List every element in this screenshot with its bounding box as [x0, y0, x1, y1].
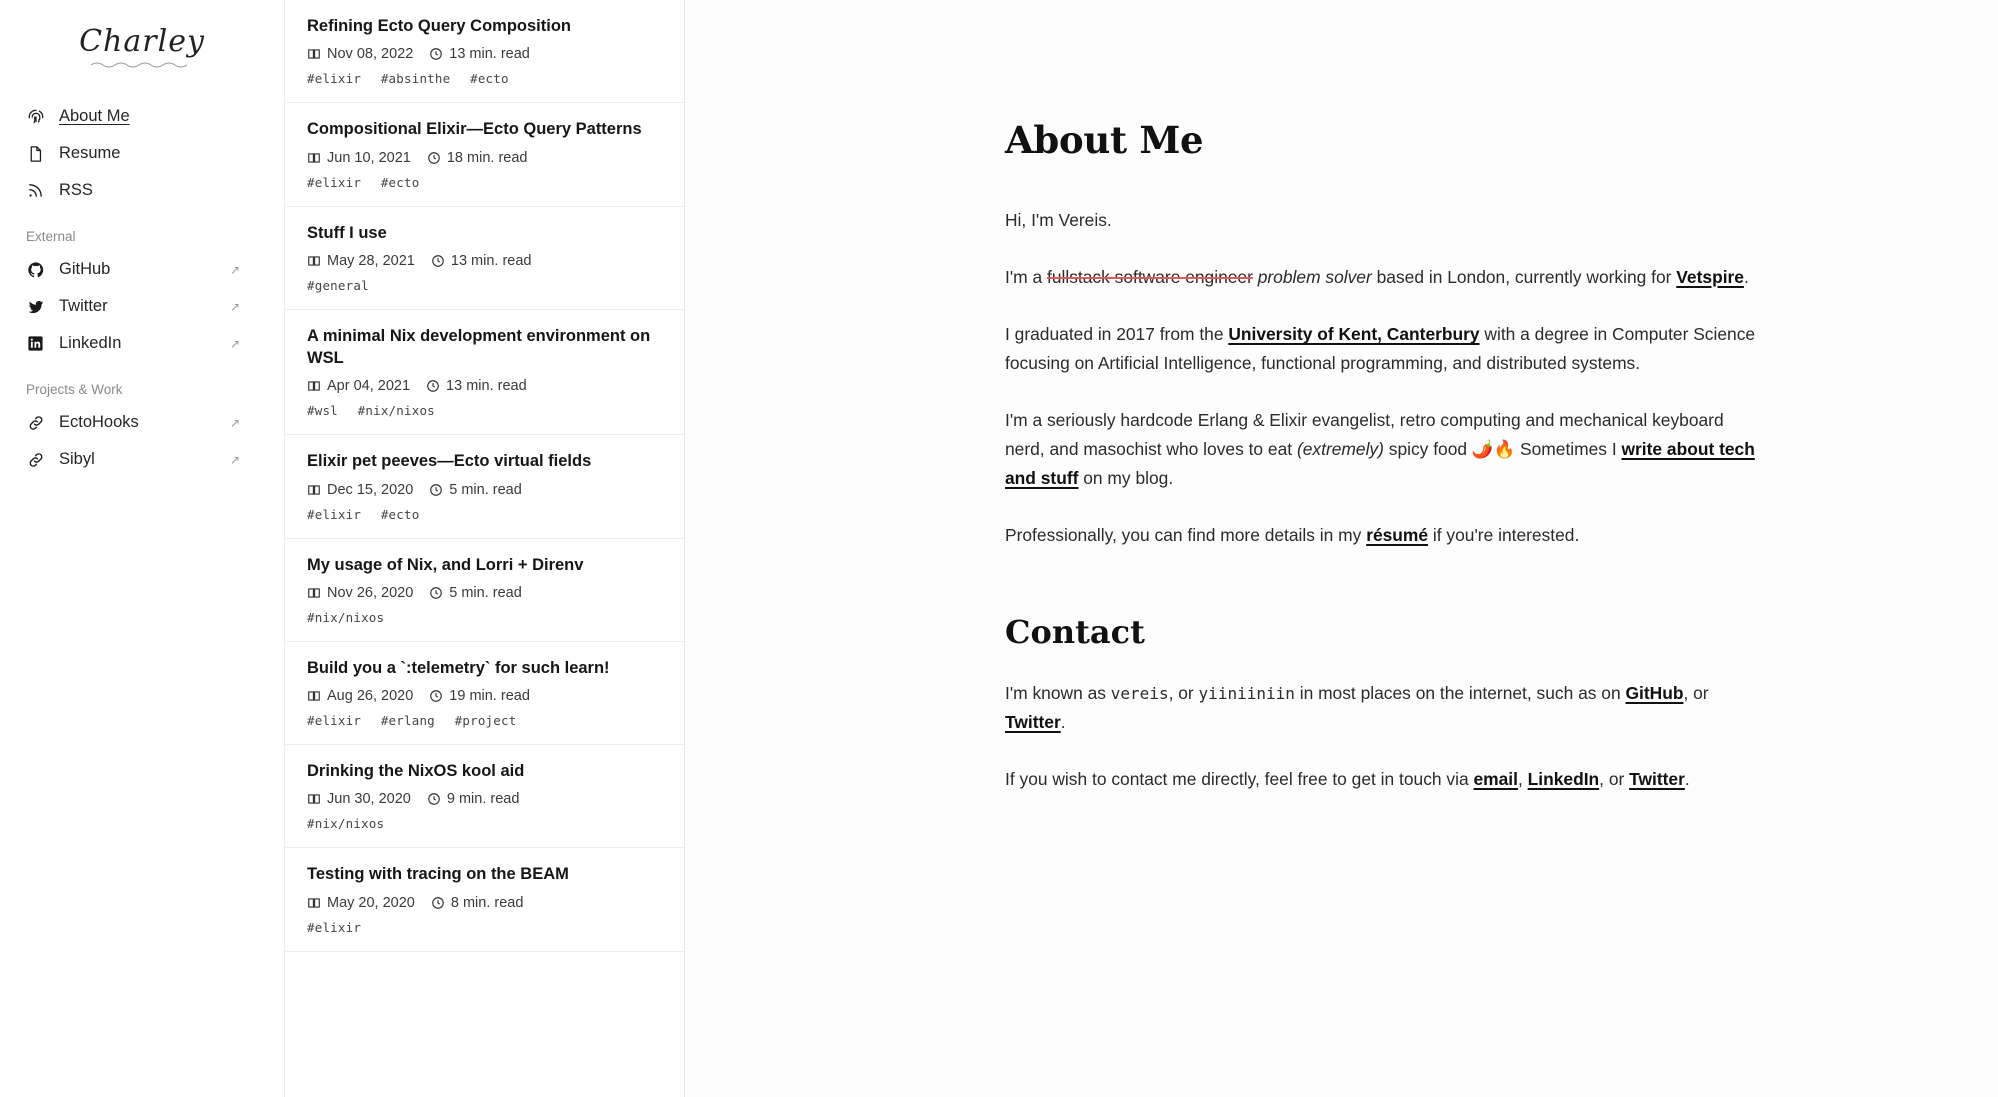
resume-paragraph	[1005, 521, 1765, 550]
post-tag[interactable]: #absinthe	[380, 71, 451, 87]
clock-icon	[429, 586, 443, 600]
post-date: Jun 30, 2020	[327, 791, 411, 808]
post-title: A minimal Nix development environment on WSL	[307, 326, 651, 368]
fingerprint-icon	[26, 107, 45, 126]
interests-paragraph	[1005, 406, 1765, 493]
calendar-icon	[307, 379, 321, 393]
clock-icon	[429, 689, 443, 703]
sidebar-section-external: External	[26, 229, 76, 244]
post-date: Dec 15, 2020	[327, 481, 414, 498]
clock-icon	[431, 896, 445, 910]
education-paragraph	[1005, 320, 1765, 378]
sidebar	[0, 0, 285, 1097]
text-fragment: I'm a	[1005, 267, 1047, 288]
sidebar-item-label: Twitter	[59, 297, 108, 315]
post-meta	[307, 482, 662, 498]
sidebar-item-label: EctoHooks	[59, 413, 139, 431]
emphasis-text: (extremely)	[1296, 439, 1384, 460]
calendar-icon	[307, 254, 321, 268]
twitter-icon	[26, 297, 45, 316]
text-fragment: I'm known as	[1005, 682, 1111, 703]
post-meta	[307, 791, 662, 807]
post-meta	[307, 895, 662, 911]
sidebar-item-linkedin[interactable]	[0, 325, 284, 362]
clock-icon	[427, 151, 441, 165]
post-tag[interactable]: #project	[454, 713, 517, 729]
post-date: May 20, 2020	[327, 894, 415, 911]
list-item[interactable]	[285, 848, 684, 951]
post-read-time: 9 min. read	[446, 791, 520, 808]
text-fragment: if you're interested.	[1428, 525, 1580, 546]
post-date: Aug 26, 2020	[327, 688, 414, 705]
external-link-arrow-icon: ↗	[229, 262, 240, 277]
text-fragment: .	[1743, 267, 1749, 288]
post-tag[interactable]: #ecto	[470, 71, 509, 87]
post-title: Testing with tracing on the BEAM	[307, 865, 569, 884]
post-tag[interactable]: #nix/nixos	[307, 609, 385, 625]
calendar-icon	[307, 483, 321, 497]
role-text: problem solver	[1252, 267, 1372, 288]
list-item[interactable]	[285, 103, 684, 206]
post-title: Stuff I use	[307, 223, 387, 242]
post-title: Refining Ecto Query Composition	[307, 17, 572, 35]
post-date: Nov 26, 2020	[327, 584, 414, 601]
sidebar-item-twitter[interactable]	[0, 288, 284, 325]
text-fragment: I graduated in 2017 from the	[1005, 324, 1229, 345]
clock-icon	[426, 379, 440, 393]
link-icon	[26, 413, 45, 432]
github-icon	[26, 260, 45, 279]
clock-icon	[427, 792, 441, 806]
external-link-arrow-icon: ↗	[229, 299, 240, 314]
text-fragment: ,	[1517, 768, 1528, 789]
sidebar-item-sibyl[interactable]	[0, 441, 284, 478]
list-item[interactable]	[285, 435, 684, 538]
sidebar-item-label: About Me	[59, 107, 130, 125]
list-item[interactable]	[285, 539, 684, 642]
text-fragment: with a degree in Computer Science focusing on Artificial Intelligence, functional programming, and distributed systems.	[1005, 324, 1756, 374]
post-date: Jun 10, 2021	[327, 149, 411, 166]
page-title: About Me	[1005, 118, 1204, 162]
struck-role-text: fullstack software engineer	[1046, 267, 1253, 288]
twitter-link[interactable]: Twitter	[1005, 711, 1061, 732]
intro-paragraph	[1005, 206, 1765, 235]
post-meta	[307, 46, 662, 62]
site-logo[interactable]	[0, 0, 284, 86]
calendar-icon	[307, 896, 321, 910]
clock-icon	[429, 483, 443, 497]
document-icon	[26, 144, 45, 163]
text-fragment: .	[1684, 768, 1690, 789]
post-meta	[307, 378, 662, 394]
list-item[interactable]	[285, 207, 684, 310]
post-read-time: 19 min. read	[449, 688, 530, 705]
clock-icon	[429, 47, 443, 61]
post-tags	[307, 278, 662, 293]
post-tag[interactable]: #general	[307, 277, 369, 293]
clock-icon	[431, 254, 445, 268]
text-fragment: in most places on the internet, such as on	[1294, 682, 1626, 703]
calendar-icon	[307, 151, 321, 165]
post-list[interactable]	[285, 0, 685, 1097]
post-tag[interactable]: #elixir	[307, 71, 362, 87]
post-meta	[307, 253, 662, 269]
handle-yiiniiniin: yiiniiniin	[1198, 683, 1295, 703]
linkedin-icon	[26, 334, 45, 353]
post-tags	[307, 175, 662, 190]
text-fragment: If you wish to contact me directly, feel free to get in touch via	[1005, 768, 1474, 789]
text-fragment: Professionally, you can find more details in my	[1005, 525, 1367, 546]
post-meta	[307, 150, 662, 166]
post-date: Nov 08, 2022	[327, 46, 414, 63]
sidebar-item-label: GitHub	[59, 260, 111, 278]
post-tag[interactable]: #elixir	[307, 174, 362, 190]
external-link-arrow-icon: ↗	[229, 452, 240, 467]
email-link[interactable]: email	[1473, 768, 1518, 789]
sidebar-item-ectohooks[interactable]	[0, 404, 284, 441]
sidebar-item-github[interactable]	[0, 251, 284, 288]
text-fragment: , or	[1168, 682, 1199, 703]
contact-paragraph	[1005, 765, 1765, 794]
text-fragment: .	[1060, 711, 1066, 732]
post-tags	[307, 610, 662, 625]
post-tag[interactable]: #elixir	[307, 919, 362, 935]
post-tag[interactable]: #erlang	[380, 713, 435, 729]
squiggle-underline-icon	[91, 61, 187, 69]
post-read-time: 5 min. read	[449, 584, 522, 601]
handles-paragraph	[1005, 679, 1765, 737]
post-date: Apr 04, 2021	[327, 378, 411, 395]
university-link[interactable]: University of Kent, Canterbury	[1228, 324, 1480, 345]
calendar-icon	[307, 689, 321, 703]
rss-icon	[26, 181, 45, 200]
list-item[interactable]	[285, 0, 684, 103]
external-link-arrow-icon: ↗	[229, 336, 240, 351]
list-item[interactable]	[285, 310, 684, 436]
post-title: Elixir pet peeves—Ecto virtual fields	[307, 452, 592, 471]
calendar-icon	[307, 47, 321, 61]
sidebar-item-about-me[interactable]	[0, 98, 284, 135]
post-read-time: 13 min. read	[446, 378, 527, 395]
post-tags	[307, 71, 662, 86]
sidebar-item-label: RSS	[59, 181, 93, 199]
vetspire-link[interactable]: Vetspire	[1676, 267, 1744, 288]
post-meta	[307, 688, 662, 704]
primary-nav	[0, 86, 284, 478]
post-title: My usage of Nix, and Lorri + Direnv	[307, 555, 584, 574]
contact-heading: Contact	[1005, 612, 1145, 651]
text-fragment: spicy food 🌶️🔥 Sometimes I	[1383, 439, 1622, 460]
linkedin-link[interactable]: LinkedIn	[1527, 768, 1600, 789]
intro-text: Hi, I'm Vereis.	[1005, 210, 1112, 230]
post-date: May 28, 2021	[327, 252, 415, 269]
sidebar-item-rss[interactable]	[0, 172, 284, 209]
post-meta	[307, 585, 662, 601]
post-tag[interactable]: #wsl	[307, 403, 338, 419]
text-fragment: , or	[1683, 682, 1709, 703]
post-tags	[307, 816, 662, 831]
blog-link[interactable]: write about tech and stuff	[1005, 439, 1755, 489]
sidebar-section-projects: Projects & Work	[26, 382, 123, 397]
text-fragment: based in London, currently working for	[1371, 267, 1677, 288]
sidebar-item-label: Sibyl	[59, 450, 95, 468]
text-fragment: on my blog.	[1078, 468, 1174, 489]
sidebar-item-resume[interactable]	[0, 135, 284, 172]
resume-link[interactable]: résumé	[1366, 525, 1429, 546]
post-tag[interactable]: #nix/nixos	[307, 816, 385, 832]
article	[1005, 0, 1765, 1097]
twitter-link[interactable]: Twitter	[1629, 768, 1685, 789]
post-tag[interactable]: #elixir	[307, 506, 362, 522]
post-title: Drinking the NixOS kool aid	[307, 762, 525, 781]
post-tag[interactable]: #nix/nixos	[357, 403, 435, 419]
post-tag[interactable]: #ecto	[380, 174, 420, 190]
post-tag[interactable]: #elixir	[307, 713, 362, 729]
post-read-time: 8 min. read	[450, 894, 524, 911]
post-tags	[307, 713, 662, 728]
sidebar-item-label: LinkedIn	[59, 334, 122, 352]
text-fragment: , or	[1599, 768, 1630, 789]
post-read-time: 18 min. read	[446, 149, 528, 166]
post-tags	[307, 920, 662, 935]
post-title: Build you a `:telemetry` for such learn!	[307, 658, 610, 677]
sidebar-item-label: Resume	[59, 144, 121, 162]
post-read-time: 5 min. read	[449, 481, 522, 498]
main-content	[685, 0, 1998, 1097]
github-link[interactable]: GitHub	[1625, 682, 1684, 703]
post-read-time: 13 min. read	[449, 46, 530, 63]
external-link-arrow-icon: ↗	[229, 415, 240, 430]
logo-text: Charley	[79, 23, 205, 59]
post-read-time: 13 min. read	[450, 252, 532, 269]
list-item[interactable]	[285, 642, 684, 745]
role-paragraph	[1005, 263, 1765, 292]
post-tags	[307, 403, 662, 418]
calendar-icon	[307, 792, 321, 806]
post-tag[interactable]: #ecto	[380, 506, 420, 522]
link-icon	[26, 450, 45, 469]
calendar-icon	[307, 586, 321, 600]
post-tags	[307, 507, 662, 522]
handle-vereis: vereis	[1110, 683, 1169, 703]
list-item[interactable]	[285, 745, 684, 848]
post-title: Compositional Elixir—Ecto Query Patterns	[307, 120, 642, 139]
text-fragment: I'm a seriously hardcode Erlang & Elixir evangelist, retro computing and mechanical keyboard nerd, and masochist who loves to eat	[1005, 410, 1724, 460]
